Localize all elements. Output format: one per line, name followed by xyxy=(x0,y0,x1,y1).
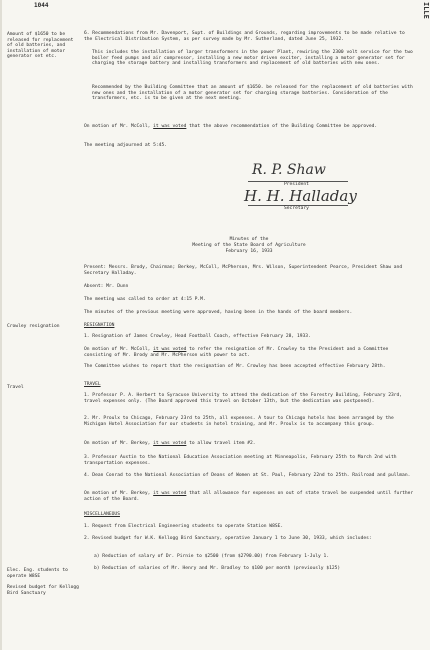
margin-note-batteries: Amount of $1650 to be released for replacement of old batteries, and installation of motor generator set etc. xyxy=(7,32,74,60)
margin-note-elec-eng: Elec. Eng. students to operate W8SE xyxy=(7,568,68,579)
secretary-title: Secretary xyxy=(284,206,309,211)
page-number: 1044 xyxy=(34,2,49,9)
minutes-heading-line2: Meeting of the State Board of Agriculture xyxy=(192,243,306,248)
travel-item4: 4. Dean Conrad to the National Association of Deans of Women at St. Paul, February 22nd to 25th. Railroad and pullman. xyxy=(84,473,411,478)
misc-heading: MISCELLANEOUS xyxy=(84,512,120,517)
resignation-heading: RESIGNATION xyxy=(84,323,115,328)
called-to-order: The meeting was called to order at 4:15 P.M. xyxy=(84,297,206,302)
misc-item1: 1. Request from Electrical Engineering students to operate Station W8SE. xyxy=(84,524,284,529)
margin-note-travel: Travel xyxy=(7,385,24,390)
misc-item2-b: b) Reduction of salaries of Mr. Henry and Mr. Bradley to $100 per month (previously $125) xyxy=(94,566,341,571)
item6-paragraph: 6. Recommendations from Mr. Davenport, Supt. of Buildings and Grounds, regarding improvements to be made relative to the Electrical Distribution System, as per survey made by Mr. Sutherland, dated June 25, 1932. xyxy=(84,31,405,42)
item6-recommendation: Recommended by the Building Committee that an amount of $1650. be released for the replacement of old batteries with new ones and the installation of a motor generator set for charging storage batteries. Consideration of the transformers, etc. is to be given at the next meeting. xyxy=(92,85,413,102)
resignation-motion: On motion of Mr. McColl, it was voted to refer the resignation of Mr. Crowley to the President and a Committee consisting of Mr. Brody and Mr. McPherson with power to act. xyxy=(84,347,389,358)
president-signature: R. P. Shaw xyxy=(252,162,326,178)
minutes-heading-line1: Minutes of the xyxy=(229,237,269,242)
corner-tab-label: ILLE xyxy=(422,2,430,19)
misc-item2: 2. Revised budget for W.K. Kellogg Bird Sanctuary, operative January 1 to June 30, 1933, which includes: xyxy=(84,536,372,541)
travel-motion-item2: On motion of Mr. Berkey, it was voted to allow travel item #2. xyxy=(84,441,256,446)
travel-heading: TRAVEL xyxy=(84,382,101,387)
margin-note-crowley: Crowley resignation xyxy=(7,324,60,329)
travel-item2: 2. Mr. Proulx to Chicago, February 23rd to 25th, all expenses. A tour to Chicago hotels has been arranged by the Michigan Hotel Association for our students in hotel training, and Mr. Proulx is to accompany this group. xyxy=(84,416,394,427)
president-title: President xyxy=(284,182,309,187)
minutes-heading-date: February 16, 1933 xyxy=(225,249,273,254)
resignation-committee-report: The Committee wishes to report that the resignation of Mr. Crowley has been accepted effective February 28th. xyxy=(84,364,386,369)
misc-item2-a: a) Reduction of salary of Dr. Pirnie to $2500 (from $2790.00) from February 1-July 1. xyxy=(94,554,330,559)
item6-details: This includes the installation of larger transformers in the power Plant, rewiring the 2300 volt service for the two boiler feed pumps and air compressor, installing a new motor driven exciter, installing a motor generator set for charging the storage battery and installing transformers and replacement of old batteries with new ones. xyxy=(92,50,413,67)
margin-note-kellogg: Revised budget for Kellogg Bird Sanctuary xyxy=(7,585,79,596)
motion-building-committee: On motion of Mr. McColl, it was voted that the above recommendation of the Building Committee be approved. xyxy=(84,124,378,129)
travel-item3: 3. Professor Austin to the National Education Association meeting at Minneapolis, February 25th to March 2nd with transportation expenses. xyxy=(84,455,397,466)
adjourned-text: The meeting adjourned at 5:45. xyxy=(84,143,167,148)
absent-members: Absent: Mr. Dunn xyxy=(84,284,129,289)
resignation-item1: 1. Resignation of James Crowley, Head Football Coach, effective February 28, 1933. xyxy=(84,334,311,339)
travel-motion-suspend: On motion of Mr. Berkey, it was voted that all allowance for expenses on out of state travel be suspended until further action of the Board. xyxy=(84,491,414,502)
previous-minutes: The minutes of the previous meeting were approved, having been in the hands of the board members. xyxy=(84,310,353,315)
present-members: Present: Messrs. Brody, Chairman; Berkey, McColl, McPherson, Mrs. Wilson, Superintendent Pearce, President Shaw and Secretary Halladay. xyxy=(84,265,403,276)
secretary-signature: H. H. Halladay xyxy=(244,187,357,205)
travel-item1: 1. Professor P. A. Herbert to Syracuse University to attend the dedication of the Forestry Building, February 23rd, travel expenses only. (The Board approved this travel on October 13th, but the dedication was postponed). xyxy=(84,393,403,404)
